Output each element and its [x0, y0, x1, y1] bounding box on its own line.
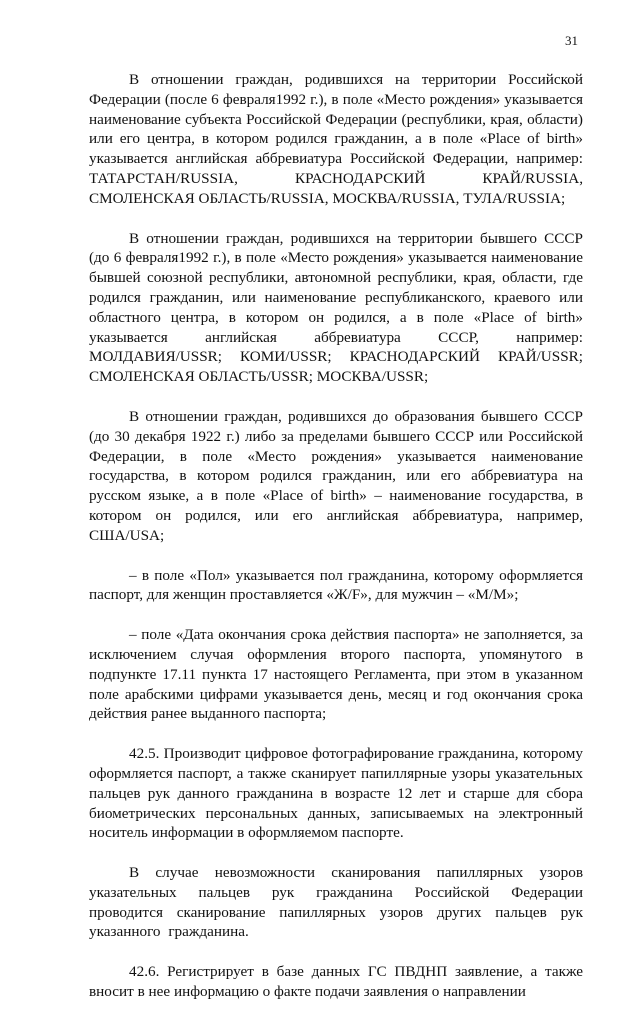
- paragraph-scanning-exception: В случае невозможности сканирования папиллярных узоров указательных пальцев рук гражданина Российской Федерации проводится сканирование папиллярных узоров других пальцев рук указанного гражданина.: [89, 864, 583, 941]
- page-number: 31: [565, 33, 578, 48]
- paragraph-42-6: 42.6. Регистрирует в базе данных ГС ПВДНП заявление, а также вносит в нее информацию о факте подачи заявления о направлении: [89, 963, 583, 1001]
- body-text: [89, 70, 583, 1022]
- paragraph-birthplace-ussr: В отношении граждан, родившихся на территории бывшего СССР (до 6 февраля1992 г.), в поле «Место рождения» указывается наименование бывшей союзной республики, автономной республики, края, области, где родился гражданин, или наименование республиканского, краевого или областного центра, в котором он родился, а в поле «Place of birth» указывается английская аббревиатура СССР, например: МОЛДАВИЯ/USSR; КОМИ/USSR; КРАСНОДАРСКИЙ КРАЙ/USSR; СМОЛЕНСКАЯ ОБЛАСТЬ/USSR; МОСКВА/USSR;: [89, 229, 583, 386]
- paragraph-birthplace-foreign: В отношении граждан, родившихся до образования бывшего СССР (до 30 декабря 1922 г.) либо за пределами бывшего СССР или Российской Федерации, в поле «Место рождения» указывается наименование государства, в котором родился гражданин, или его аббревиатура на русском языке, а в поле «Place of birth» – наименование государства, в котором он родился, или его английская аббревиатура, например, США/USA;: [89, 407, 583, 544]
- paragraph-expiry-date-field: – поле «Дата окончания срока действия паспорта» не заполняется, за исключением случая оформления второго паспорта, упомянутого в подпункте 17.11 пункта 17 настоящего Регламента, при этом в указанном поле арабскими цифрами указывается день, месяц и год окончания срока действия ранее выданного паспорта;: [89, 626, 583, 723]
- paragraph-birthplace-russia: В отношении граждан, родившихся на территории Российской Федерации (после 6 февраля1992 г.), в поле «Место рождения» указывается наименование субъекта Российской Федерации (республики, края, области) или его центра, в котором родился гражданин, а в поле «Place of birth» указывается английская аббревиатура Российской Федерации, например: ТАТАРСТАН/RUSSIA, КРАСНОДАРСКИЙ КРАЙ/RUSSIA, СМОЛЕНСКАЯ ОБЛАСТЬ/RUSSIA, МОСКВА/RUSSIA, ТУЛА/RUSSIA;: [89, 71, 583, 207]
- paragraph-sex-field: – в поле «Пол» указывается пол гражданина, которому оформляется паспорт, для женщин проставляется «Ж/F», для мужчин – «М/M»;: [89, 566, 583, 604]
- paragraph-42-5: 42.5. Производит цифровое фотографирование гражданина, которому оформляется паспорт, а также сканирует папиллярные узоры указательных пальцев рук данного гражданина в возрасте 12 лет и старше для сбора биометрических персональных данных, записываемых на электронный носитель информации в оформляемом паспорте.: [89, 745, 583, 842]
